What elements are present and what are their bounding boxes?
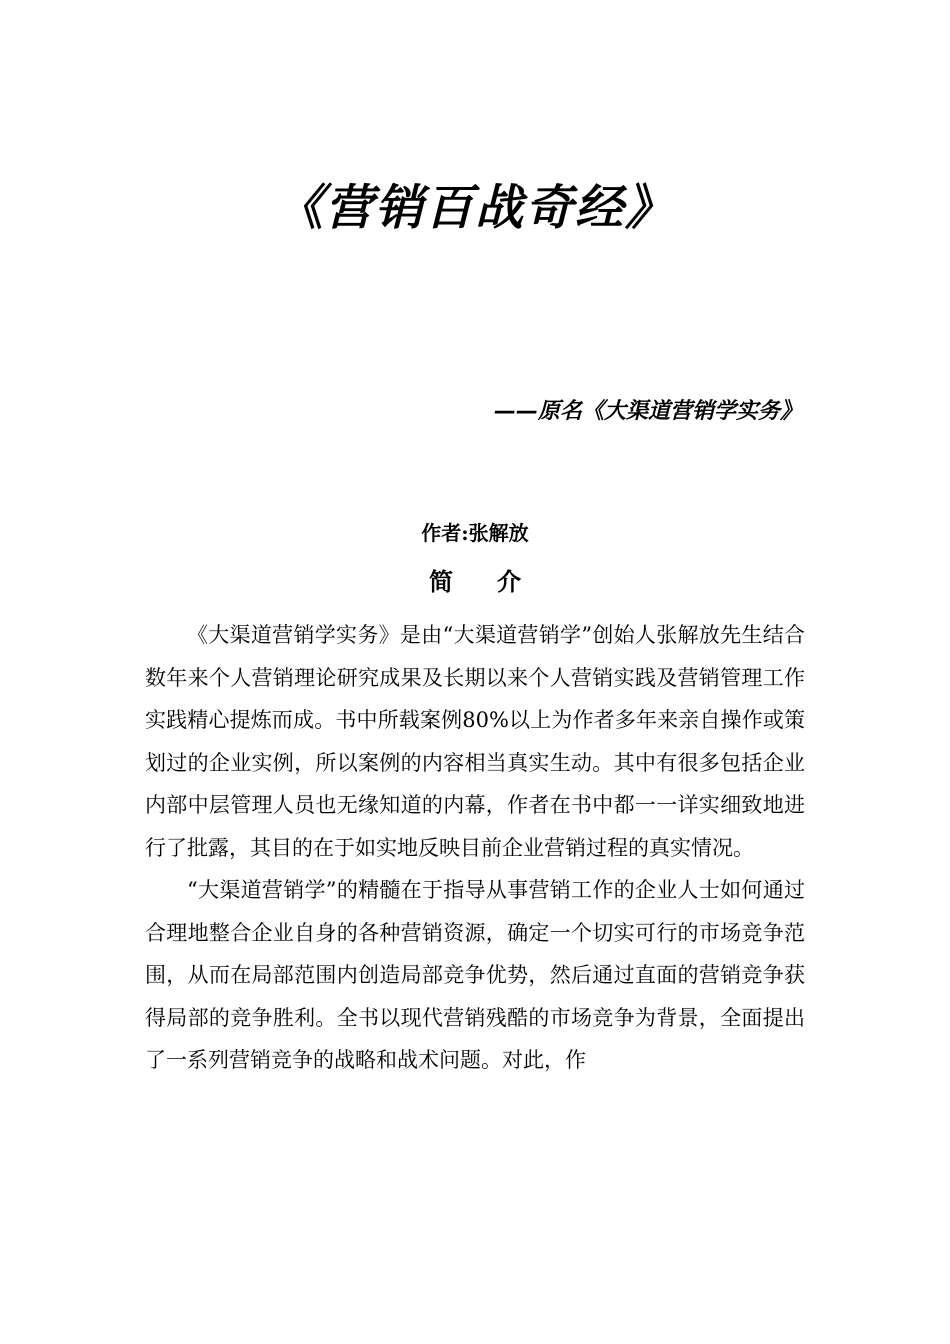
author-line: 作者:张解放: [421, 521, 529, 545]
document-title: 《营销百战奇经》: [274, 180, 675, 236]
body-text: [145, 614, 805, 1082]
section-heading-introduction: 简介: [429, 567, 565, 596]
paragraph: 《大渠道营销学实务》是由“大渠道营销学”创始人张解放先生结合数年来个人营销理论研究成果及长期以来个人营销实践及营销管理工作实践精心提炼而成。书中所载案例80%以上为作者多年来亲自操作或策划过的企业实例，所以案例的内容相当真实生动。其中有很多包括企业内部中层管理人员也无缘知道的内幕，作者在书中都一一详实细致地进行了批露，其目的在于如实地反映目前企业营销过程的真实情况。: [145, 623, 805, 860]
paragraph: “大渠道营销学”的精髓在于指导从事营销工作的企业人士如何通过合理地整合企业自身的各种营销资源，确定一个切实可行的市场竞争范围，从而在局部范围内创造局部竞争优势，然后通过直面的营销竞争获得局部的竞争胜利。全书以现代营销残酷的市场竞争为背景，全面提出了一系列营销竞争的战略和战术问题。对此，作: [145, 878, 805, 1072]
document-subtitle: ——原名《大渠道营销学实务》: [493, 399, 802, 424]
